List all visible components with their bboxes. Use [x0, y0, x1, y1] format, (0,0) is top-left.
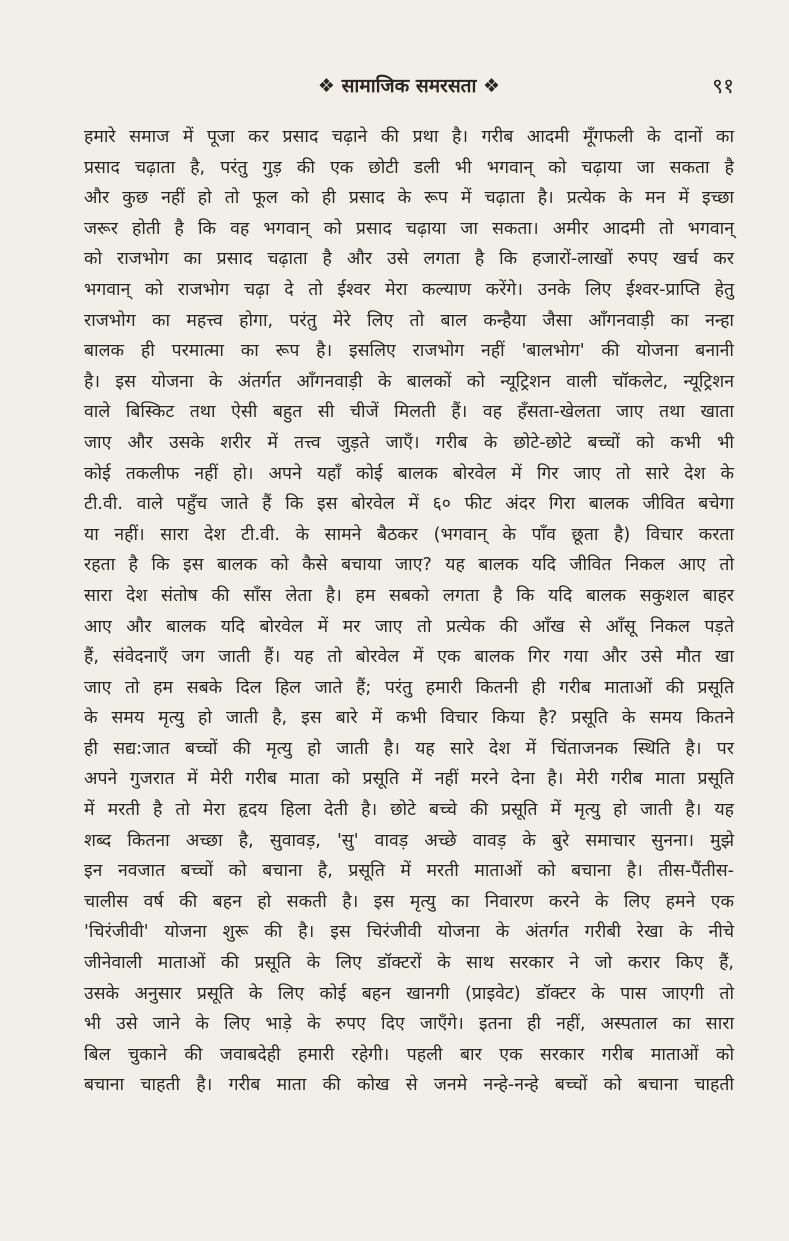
text-line: रहता है कि इस बालक को कैसे बचाया जाए? यह बालक यदि जीवित निकल आए तो [84, 555, 734, 576]
text-line: हैं, संवेदनाएँ जग जाती हैं। यह तो बोरवेल में एक बालक गिर गया और उसे मौत खा [84, 647, 734, 668]
text-line: प्रसाद चढ़ाता है, परंतु गुड़ की एक छोटी डली भी भगवान् को चढ़ाया जा सकता है [84, 157, 734, 178]
text-line: टी.वी. वाले पहुँच जाते हैं कि इस बोरवेल में ६० फीट अंदर गिरा बालक जीवित बचेगा [84, 494, 734, 515]
text-line: जरूर होती है कि वह भगवान् को प्रसाद चढ़ाया जा सकता। अमीर आदमी तो भगवान् [84, 218, 734, 239]
text-line: ही सद्य:जात बच्चों की मृत्यु हो जाती है। यह सारे देश में चिंताजनक स्थिति है। पर [84, 738, 734, 759]
text-line: बालक ही परमात्मा का रूप है। इसलिए राजभोग नहीं 'बालभोग' की योजना बनानी [84, 341, 734, 362]
text-line: राजभोग का महत्त्व होगा, परंतु मेरे लिए तो बाल कन्हैया जैसा आँगनवाड़ी का नन्हा [84, 310, 734, 331]
text-line: में मरती है तो मेरा हृदय हिला देती है। छोटे बच्चे की प्रसूति में मृत्यु हो जाती है। यह [84, 800, 734, 821]
text-line: और कुछ नहीं हो तो फूल को ही प्रसाद के रूप में चढ़ाता है। प्रत्येक के मन में इच्छा [84, 188, 734, 209]
running-title: ❖ सामाजिक समरसता ❖ [317, 75, 501, 97]
text-line: बचाना चाहती है। गरीब माता की कोख से जनमे नन्हे-नन्हे बच्चों को बचाना चाहती [84, 1075, 734, 1096]
text-line: जाए तो हम सबके दिल हिल जाते हैं; परंतु हमारी कितनी ही गरीब माताओं की प्रसूति [84, 677, 734, 698]
page-header [84, 72, 734, 108]
text-line: के समय मृत्यु हो जाती है, इस बारे में कभी विचार किया है? प्रसूति के समय कितने [84, 708, 734, 729]
text-line: जीनेवाली माताओं की प्रसूति के लिए डॉक्टरों के साथ सरकार ने जो करार किए हैं, [84, 953, 734, 974]
text-line: है। इस योजना के अंतर्गत आँगनवाड़ी के बालकों को न्यूट्रिशन वाली चॉकलेट, न्यूट्रिशन [84, 371, 734, 392]
text-line: अपने गुजरात में मेरी गरीब माता को प्रसूति में नहीं मरने देना है। मेरी गरीब माता प्रसूति [84, 769, 734, 790]
text-line: जाए और उसके शरीर में तत्त्व जुड़ते जाएँ। गरीब के छोटे-छोटे बच्चों को कभी भी [84, 432, 734, 453]
text-line: सारा देश संतोष की साँस लेता है। हम सबको लगता है कि यदि बालक सकुशल बाहर [84, 585, 734, 606]
text-line: 'चिरंजीवी' योजना शुरू की है। इस चिरंजीवी योजना के अंतर्गत गरीबी रेखा के नीचे [84, 922, 734, 943]
page-number: ९१ [712, 74, 734, 98]
text-line: बिल चुकाने की जवाबदेही हमारी रहेगी। पहली बार एक सरकार गरीब माताओं को [84, 1044, 734, 1065]
text-line: या नहीं। सारा देश टी.वी. के सामने बैठकर (भगवान् के पाँव छूता है) विचार करता [84, 524, 734, 545]
text-line: आए और बालक यदि बोरवेल में मर जाए तो प्रत्येक की आँख से आँसू निकल पड़ते [84, 616, 734, 637]
text-line: भगवान् को राजभोग चढ़ा दे तो ईश्वर मेरा कल्याण करेंगे। उनके लिए ईश्वर-प्राप्ति हेतु [84, 279, 734, 300]
text-line: को राजभोग का प्रसाद चढ़ाता है और उसे लगता है कि हजारों-लाखों रुपए खर्च कर [84, 249, 734, 270]
text-line: चालीस वर्ष की बहन हो सकती है। इस मृत्यु का निवारण करने के लिए हमने एक [84, 891, 734, 912]
body-text [84, 122, 734, 1101]
text-line: कोई तकलीफ नहीं हो। अपने यहाँ कोई बालक बोरवेल में गिर जाए तो सारे देश के [84, 463, 734, 484]
text-line: उसके अनुसार प्रसूति के लिए कोई बहन खानगी (प्राइवेट) डॉक्टर के पास जाएगी तो [84, 983, 734, 1004]
text-line: वाले बिस्किट तथा ऐसी बहुत सी चीजें मिलती हैं। वह हँसता-खेलता जाए तथा खाता [84, 402, 734, 423]
text-line: हमारे समाज में पूजा कर प्रसाद चढ़ाने की प्रथा है। गरीब आदमी मूँगफली के दानों का [84, 127, 734, 147]
text-line: भी उसे जाने के लिए भाड़े के रुपए दिए जाएँगे। इतना ही नहीं, अस्पताल का सारा [84, 1014, 734, 1035]
text-line: शब्द कितना अच्छा है, सुवावड़, 'सु' वावड़ अच्छे वावड़ के बुरे समाचार सुनना। मुझे [84, 830, 734, 851]
text-line: इन नवजात बच्चों को बचाना है, प्रसूति में मरती माताओं को बचाना है। तीस-पैंतीस- [84, 861, 734, 882]
